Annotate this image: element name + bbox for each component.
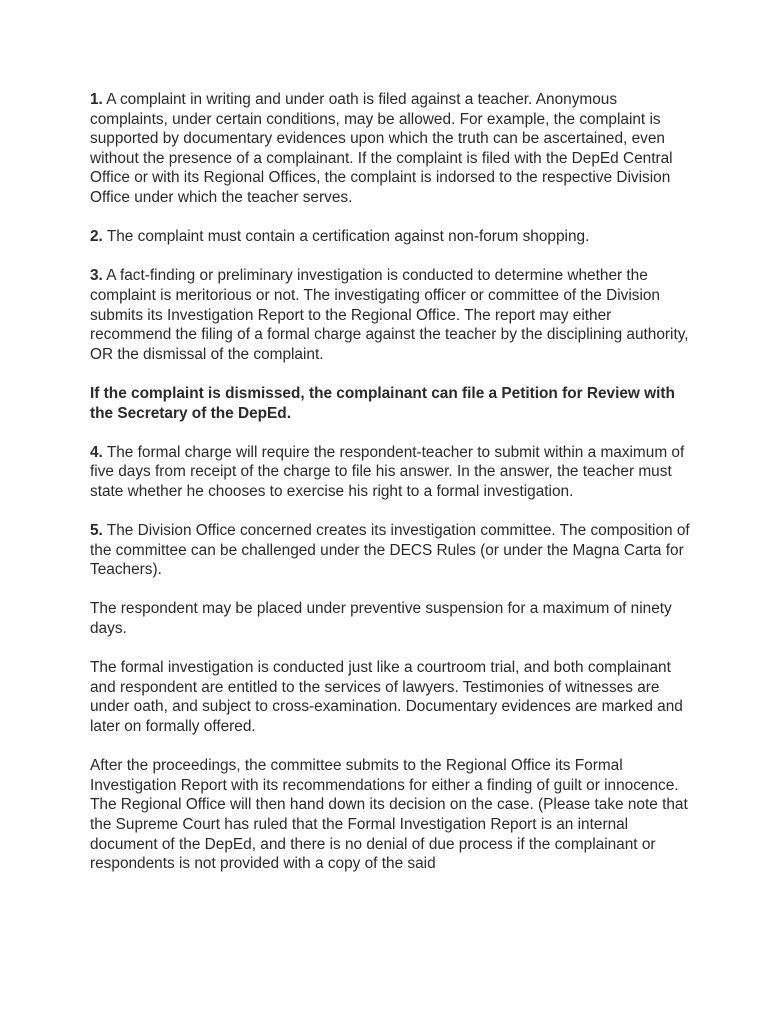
paragraph-text: After the proceedings, the committee submits to the Regional Office its Formal Investigation Report with its recommendations for either a finding of guilt or innocence. The Regional Office will then hand down its decision on the case. (Please take note that the Supreme Court has ruled that the Formal Investigation Report is an internal document of the DepEd, and there is no denial of due process if the complainant or respondents is not provided with a copy of the said — [90, 757, 688, 873]
bold-note-paragraph — [90, 384, 690, 423]
paragraph-4 — [90, 443, 690, 502]
paragraph-text: The respondent may be placed under preventive suspension for a maximum of ninety days. — [90, 600, 672, 638]
paragraph-text: The complaint must contain a certification against non-forum shopping. — [102, 228, 590, 246]
paragraph-number: 5. — [90, 522, 103, 540]
proceedings-paragraph — [90, 756, 690, 874]
paragraph-text: A fact-finding or preliminary investigation is conducted to determine whether the complaint is meritorious or not. The investigating officer or committee of the Division submits its Investigation Report to the Regional Office. The report may either recommend the filing of a formal charge against the teacher by the disciplining authority, OR the dismissal of the complaint. — [90, 267, 689, 363]
paragraph-3 — [90, 266, 690, 364]
paragraph-number: 4. — [90, 443, 103, 461]
document-body — [90, 90, 690, 893]
paragraph-number: 2. — [90, 228, 103, 246]
paragraph-5 — [90, 521, 690, 580]
paragraph-text: A complaint in writing and under oath is filed against a teacher. Anonymous complaints, under certain conditions, may be allowed. For example, the complaint is supported by documentary evidences upon which the truth can be ascertained, even without the presence of a complainant. If the complaint is filed with the DepEd Central Office or with its Regional Offices, the complaint is indorsed to the respective Division Office under which the teacher serves. — [90, 91, 673, 206]
paragraph-1 — [90, 90, 690, 208]
paragraph-text: The Division Office concerned creates its investigation committee. The composition of the committee can be challenged under the DECS Rules (or under the Magna Carta for Teachers). — [90, 522, 690, 579]
paragraph-number: 3. — [90, 267, 103, 285]
suspension-paragraph — [90, 599, 690, 638]
paragraph-2 — [90, 227, 690, 247]
paragraph-text: If the complaint is dismissed, the complainant can file a Petition for Review with the Secretary of the DepEd. — [90, 384, 675, 422]
paragraph-text: The formal charge will require the respondent-teacher to submit within a maximum of five days from receipt of the charge to file his answer. In the answer, the teacher must state whether he chooses to exercise his right to a formal investigation. — [90, 443, 685, 500]
formal-investigation-paragraph — [90, 658, 690, 736]
paragraph-number: 1. — [90, 91, 103, 108]
paragraph-text: The formal investigation is conducted just like a courtroom trial, and both complainant and respondent are entitled to the services of lawyers. Testimonies of witnesses are under oath, and subject to cross-examination. Documentary evidences are marked and later on formally offered. — [90, 659, 683, 735]
